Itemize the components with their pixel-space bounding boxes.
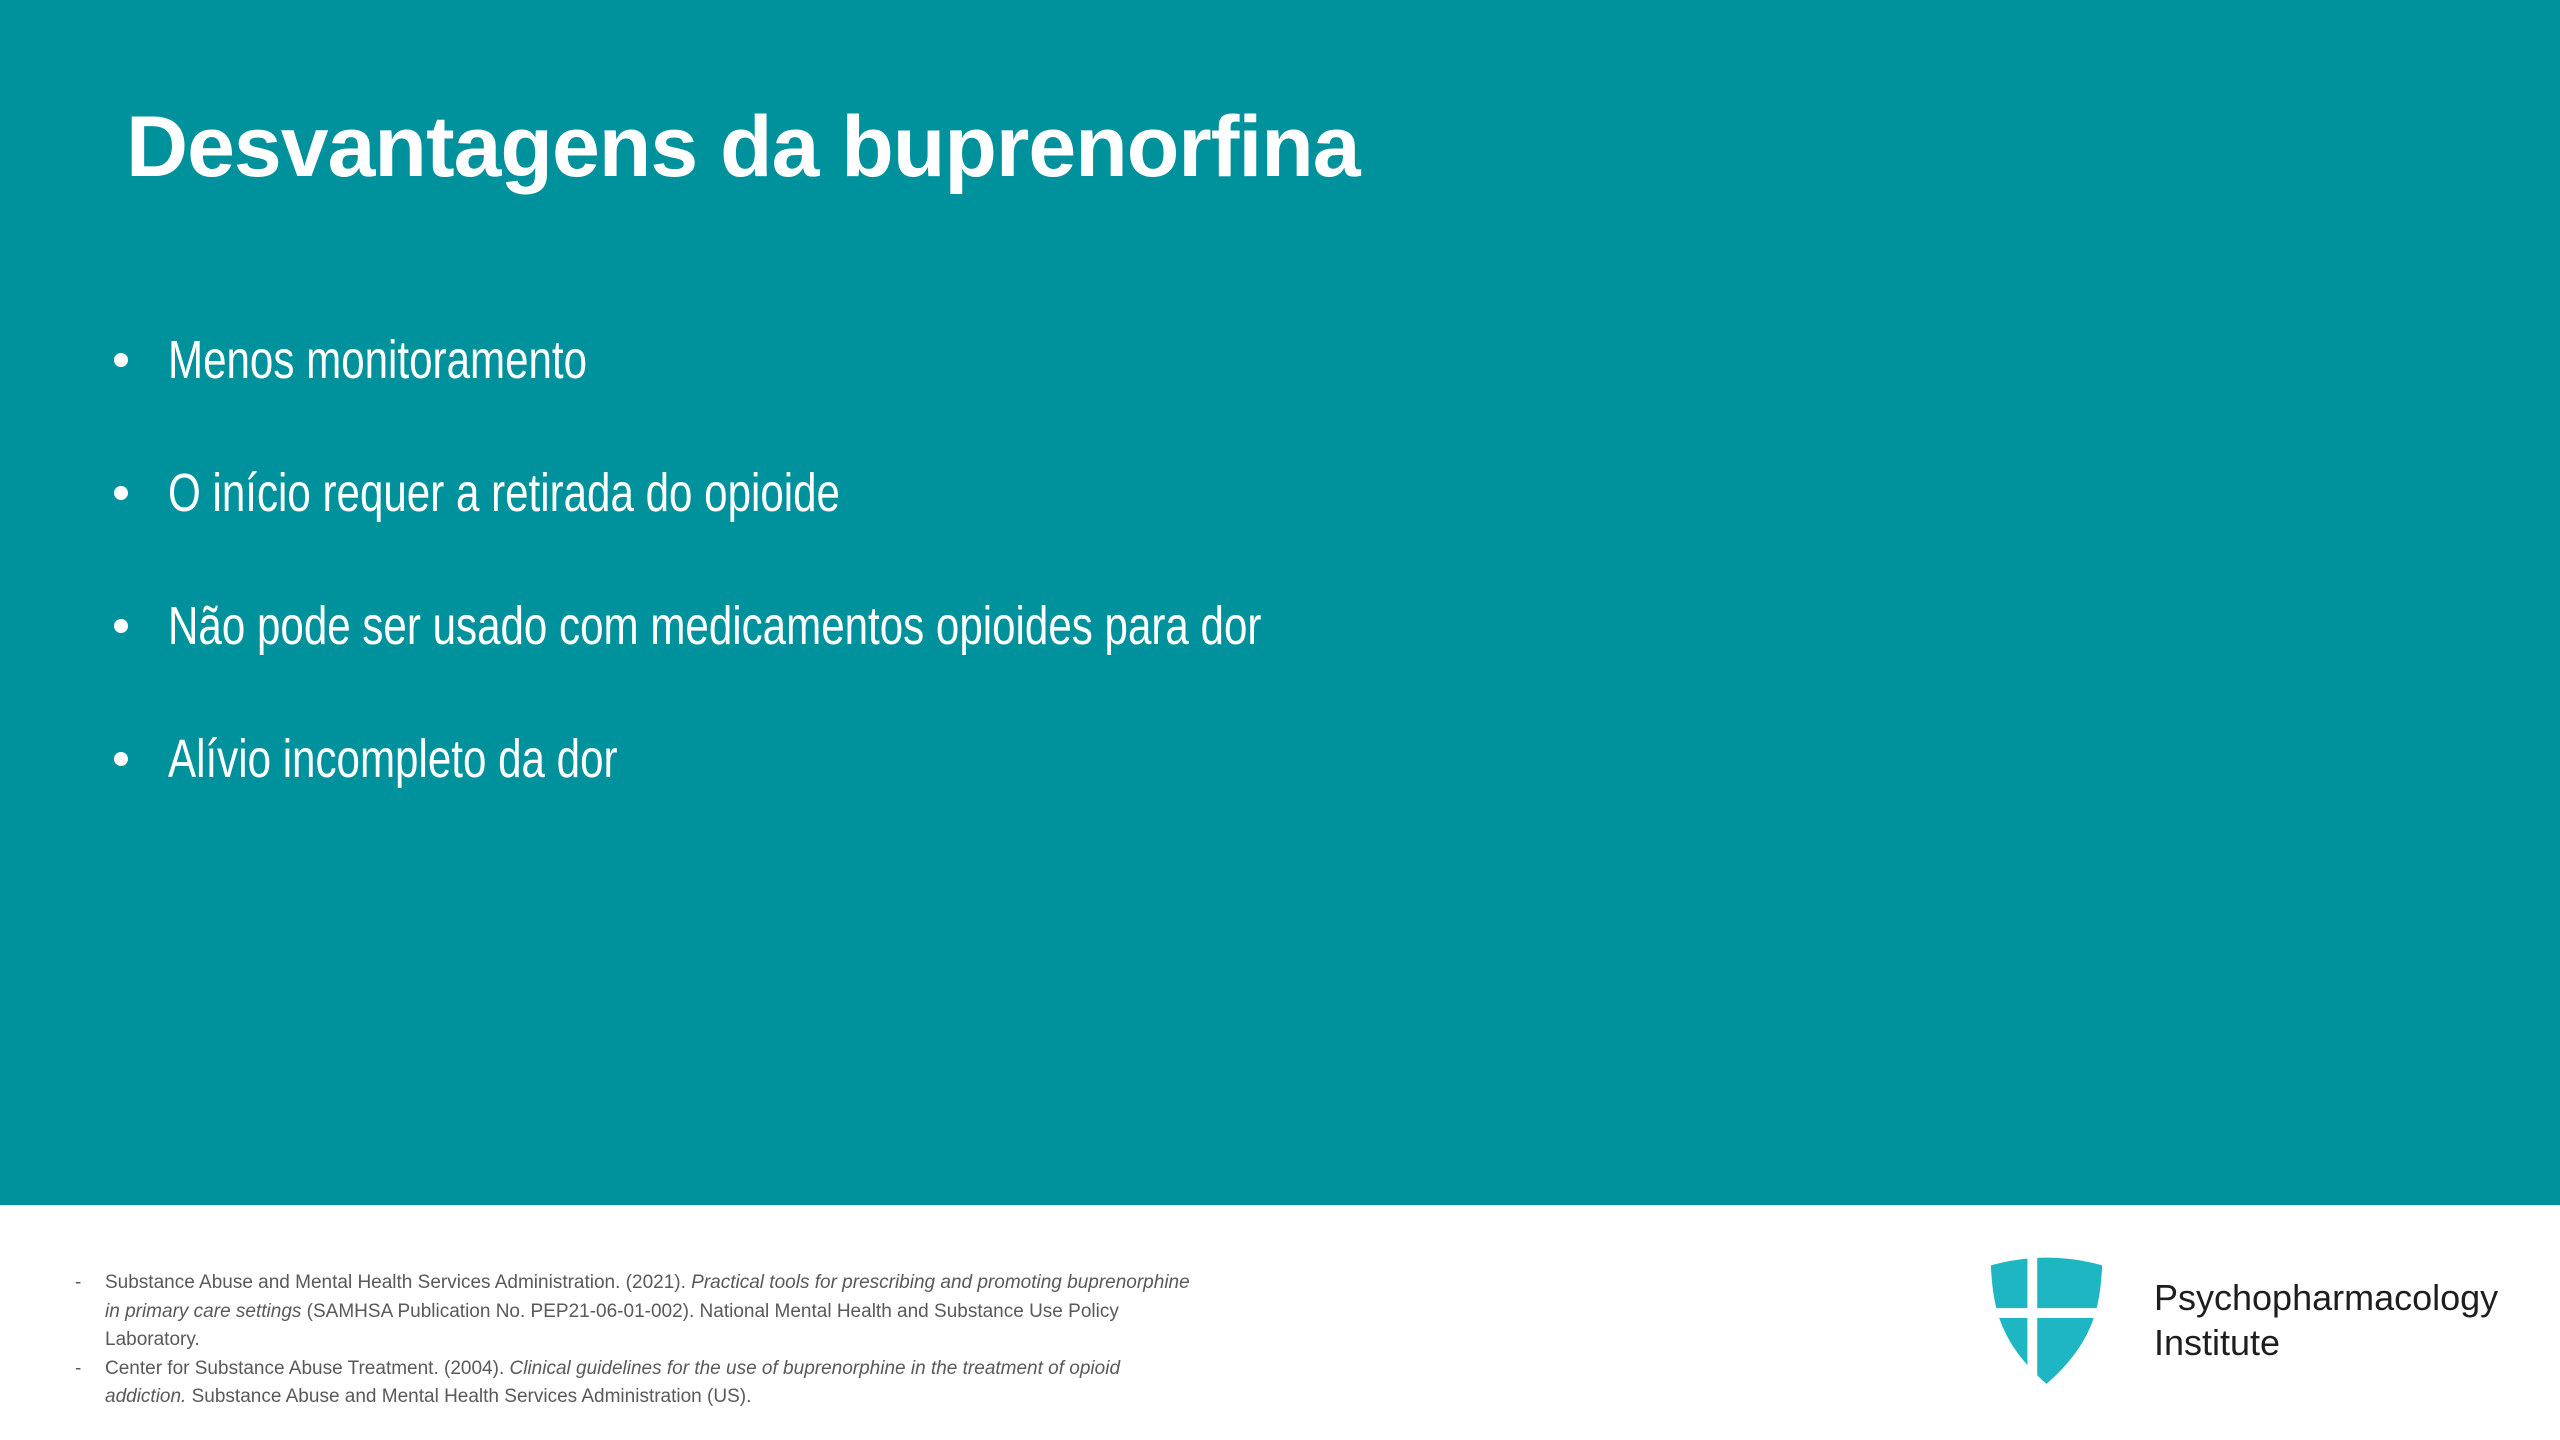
bullet-dot-icon — [114, 353, 128, 367]
footer — [0, 1205, 2560, 1440]
logo — [1983, 1253, 2498, 1387]
bullet-item — [112, 463, 1570, 523]
bullet-text: Não pode ser usado com medicamentos opioides para dor — [168, 596, 1262, 656]
references — [75, 1269, 1205, 1412]
reference-dash: - — [75, 1357, 82, 1379]
bullet-item — [112, 729, 1570, 789]
bullet-text: Alívio incompleto da dor — [168, 729, 618, 789]
bullet-dot-icon — [114, 619, 128, 633]
logo-line2: Institute — [2154, 1322, 2281, 1363]
bullet-item — [112, 596, 1570, 656]
slide-title: Desvantagens da buprenorfina — [126, 99, 1360, 195]
reference-item — [75, 1269, 1205, 1355]
logo-line1: Psychopharmacology — [2154, 1277, 2499, 1318]
shield-cross-icon — [1983, 1253, 2110, 1387]
bullet-item — [112, 330, 1570, 390]
reference-dash: - — [75, 1272, 82, 1293]
reference-text: Substance Abuse and Mental Health Services Administration. (2021). Practical tools for prescribing and promoting buprenorphine in primary care settings (SAMHSA Publication No. PEP21-06-01-002). National Mental Health and Substance Use Policy Laboratory. — [105, 1272, 1190, 1350]
reference-text: Center for Substance Abuse Treatment. (2004). Clinical guidelines for the use of buprenorphine in the treatment of opioid addiction. Substance Abuse and Mental Health Services Administration (US). — [105, 1357, 1121, 1407]
bullet-text: O início requer a retirada do opioide — [168, 463, 840, 523]
reference-item — [75, 1355, 1205, 1412]
bullet-dot-icon — [114, 752, 128, 766]
bullet-dot-icon — [114, 486, 128, 500]
bullet-text: Menos monitoramento — [168, 330, 588, 390]
bullet-list — [112, 330, 1570, 862]
logo-wordmark — [2154, 1275, 2498, 1365]
